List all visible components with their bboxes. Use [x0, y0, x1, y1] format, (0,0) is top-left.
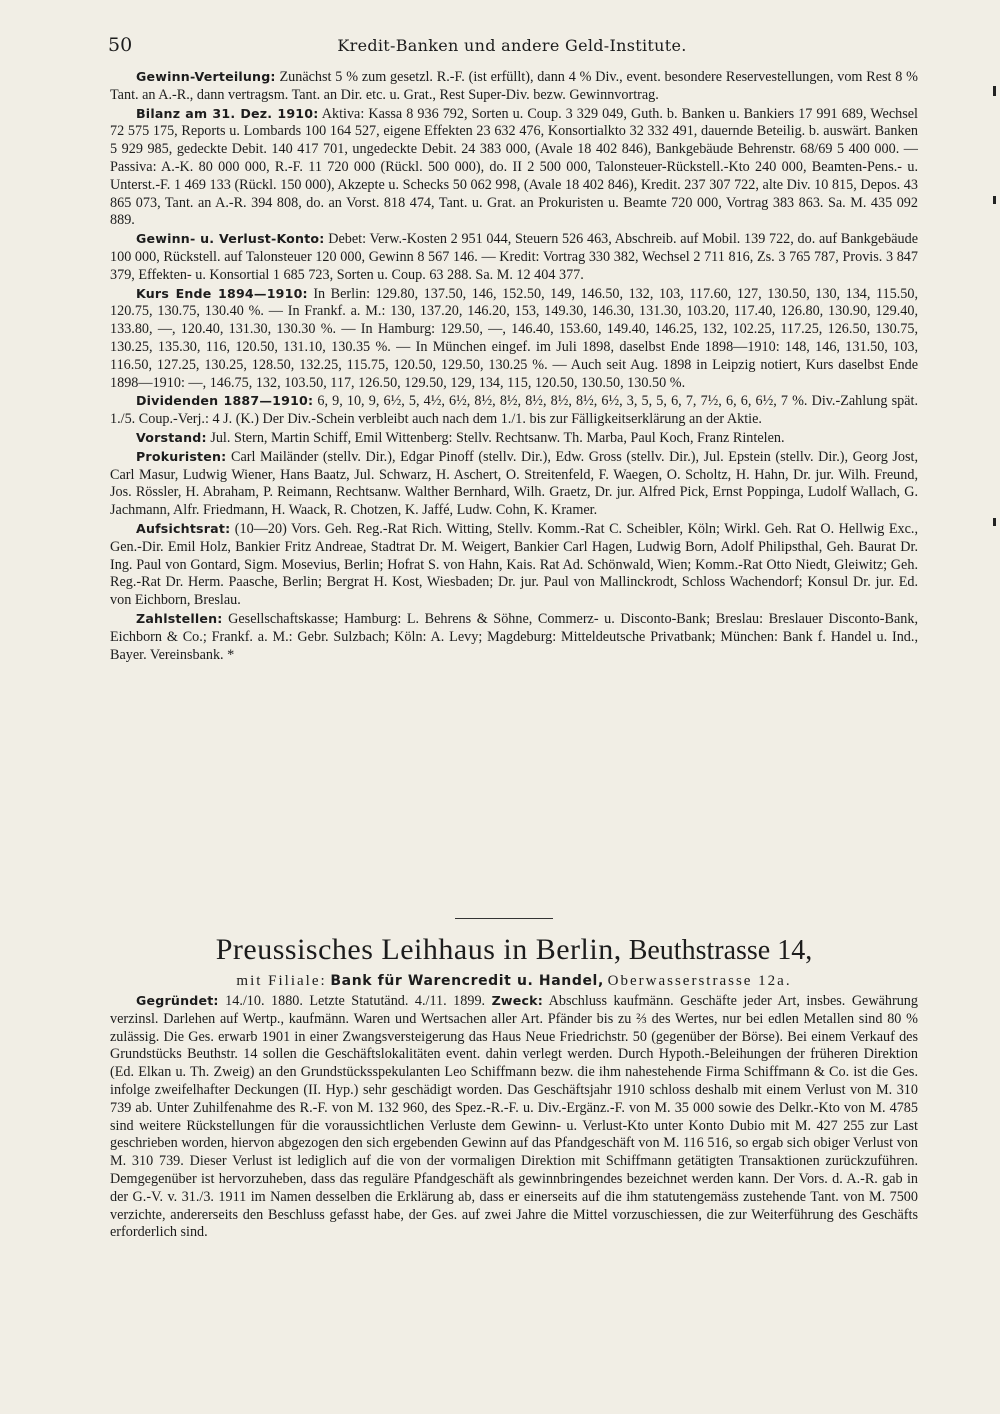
paragraph-text: Carl Mailänder (stellv. Dir.), Edgar Pinoff (stellv. Dir.), Edw. Gross (stellv. Dir.), Jul. Epstein (stellv. Dir.), Georg Jost, Carl Masur, Ludwig Wiener, Hans Baatz, Jul. Schwarz, H. Aschert, O. Streitenfeld, F. Waegen, O. Scholtz, H. Hahn, Dr. jur. Wilh. Freund, Jos. Rössler, H. Abraham, P. Reimann, Rechtsanw. Walther Bernhard, Wilh. Graetz, Dr. jur. Alfred Pick, Ernst Poppinga, Ludolf Wallach, G. Jachmann, Alfr. Friedmann, H. Waack, R. Chotzen, K. Jaffé, Ludw. Cohn, K. Kramer. [110, 448, 918, 519]
paragraph-text: In Berlin: 129.80, 137.50, 146, 152.50, 149, 146.50, 132, 103, 117.60, 127, 130.50, 130, 134, 115.50, 120.75, 130.75, 130.40 %. — In Frankf. a. M.: 130, 137.20, 146.20, 153, 149.30, 146.30, 131.30, 103.20, 117.40, 126.80, 130.90, 129.40, 133.80, —, 120.40, 131.30, 130.30 %. — In Hamburg: 129.50, —, 146.40, 153.60, 149.40, 146.25, 132, 102.25, 117.25, 126.50, 130.75, 130.25, 135.30, 116, 120.50, 131.10, 130.35 %. — In München eingef. im Juli 1898, daselbst Ende 1898—1910: 148, 146, 131.50, 103, 116.50, 127.25, 130.25, 128.50, 132.25, 115.75, 120.50, 129.50, 130.25 %. — Auch seit Aug. 1898 in Leipzig notiert, Kurs daselbst Ende 1898—1910: —, 146.75, 132, 103.50, 117, 126.50, 129.50, 129, 134, 115, 120.50, 130.50, 130.50 %. [110, 285, 919, 391]
bank-report-section [110, 68, 918, 664]
page-number: 50 [108, 34, 133, 56]
paragraph-label: Dividenden 1887—1910: [136, 393, 314, 409]
paragraph-zahlstellen [110, 610, 918, 664]
scan-edge-mark [993, 86, 996, 96]
paragraph-dividenden [110, 392, 918, 429]
running-title: Kredit-Banken und andere Geld-Institute. [337, 36, 687, 55]
paragraph-label: Vorstand: [136, 429, 207, 445]
paragraph-prokuristen [110, 448, 918, 520]
paragraph-label: Zweck: [491, 993, 543, 1008]
filiale-line [110, 972, 918, 990]
paragraph-label: Gewinn- u. Verlust-Konto: [136, 231, 325, 247]
paragraph-gegruendet-zweck [110, 992, 918, 1242]
paragraph-label: Aufsichtsrat: [136, 520, 231, 536]
paragraph-label: Gewinn-Verteilung: [136, 69, 276, 84]
paragraph-label: Kurs Ende 1894—1910: [136, 285, 308, 301]
paragraph-text: Debet: Verw.-Kosten 2 951 044, Steuern 526 463, Abschreib. auf Mobil. 139 722, do. auf Bankgebäude 100 000, Rückstell. auf Talonsteuer 120 000, Gewinn 8 567 146. — Kredit: Vortrag 330 382, Wechsel 2 711 816, Zs. 3 765 787, Provis. 3 847 379, Effekten- u. Konsortial 1 685 723, Sorten u. Coup. 63 288. Sa. M. 12 404 377. [110, 231, 918, 283]
paragraph-gewinn-verlust-konto [110, 230, 918, 284]
company-address: Beuthstrasse 14, [628, 935, 813, 966]
paragraph-kurs [110, 285, 918, 393]
filiale-prefix: mit Filiale: [236, 973, 327, 989]
filiale-address: Oberwasserstrasse 12a. [607, 973, 792, 989]
scan-edge-mark [993, 196, 996, 204]
paragraph-text: Abschluss kaufmänn. Geschäfte jeder Art, insbes. Gewährung verzinsl. Darlehen auf Wertp., kaufmänn. Waren und Wertsachen aller Art. Pfänder bis zu ⅔ des Wertes, nur bei edlen Metallen sind 80 % zulässig. Die Ges. erwarb 1901 in einer Zwangsversteigerung das Haus Neue Friedrichstr. 50 (gegenüber der Börse). Bei einem Verkauf des Grundstücks Beuthstr. 14 sollen die Geschäftslokalitäten event. dahin verlegt werden. Durch Hypoth.-Beleihungen der früheren Direktion (Ed. Elkan u. Th. Zweig) an den Grundstücksspekulanten Leo Schiffmann bezw. die ihm nahestehende Firma Schiffmann & Co. ist die Ges. infolge zweifelhafter Deckungen (II. Hyp.) sehr geschädigt worden. Das Geschäftsjahr 1910 schloss deshalb mit einem Verlust von M. 310 739 ab. Unter Zuhilfenahme des R.-F. von M. 132 960, des Spez.-R.-F. u. Div.-Ergänz.-F. von M. 35 000 sowie des Delkr.-Kto von M. 4785 sind weitere Rückstellungen für die voraussichtlichen Verluste dem Gewinn- u. Verlust-Kto unter Konto Dubio mit M. 427 255 zur Last geschrieben worden, hiervon abgezogen den sich ergebenden Gewinn auf das Pfandgeschäft von M. 116 516, so ergab sich obiger Verlust von M. 310 739. Dieser Verlust ist lediglich auf die von der vormaligen Direktion mit Schiffmann getätigten Transaktionen zurückzuführen. Demgegenüber ist hervorzuheben, dass das reguläre Pfandgeschäft als gewinnbringendes bezeichnet werden kann. Der Vors. d. A.-R. gab in der G.-V. v. 31./3. 1911 im Namen desselben die Erklärung ab, dass er einerseits auf die ihm statutengemäss zustehende Tant. von M. 7500 verzichte, andererseits den Beschluss gefasst habe, der Ges. auf zwei Jahre die Mittel vorzuschiessen, die zur Weiterführung des Geschäfts erforderlich sind. [110, 993, 918, 1241]
paragraph-label: Gegründet: [136, 993, 219, 1008]
paragraph-gewinn-verteilung [110, 68, 918, 105]
paragraph-label: Zahlstellen: [136, 610, 223, 626]
paragraph-text: (10—20) Vors. Geh. Reg.-Rat Rich. Witting, Stellv. Komm.-Rat C. Scheibler, Köln; Wirkl. Geh. Rat O. Hellwig Exc., Gen.-Dir. Emil Holz, Bankier Fritz Andreae, Stadtrat Dr. M. Weigert, Bankier Carl Hagen, Ludwig Born, Adolf Philipsthal, Geh. Baurat Dr. Ing. Paul von Gontard, Sigm. Mosevius, Berlin; Hofrat S. von Hahn, Kais. Rat Ad. Schönwald, Wien; Komm.-Rat Otto Niedt, Gleiwitz; Geh. Reg.-Rat Dr. Herm. Paasche, Berlin; Bergrat H. Kost, Wiesbaden; Dr. jur. Paul von Mallinckrodt, Schloss Wachendorf; Konsul Dr. jur. Ed. von Eichborn, Breslau. [110, 520, 919, 609]
section-divider [455, 918, 553, 919]
paragraph-text: 6, 9, 10, 9, 6½, 5, 4½, 6½, 8½, 8½, 8½, 8½, 8½, 6½, 3, 5, 5, 6, 7, 7½, 6, 6, 6½, 7 %. Div.-Zahlung spät. 1./5. Coup.-Verj.: 4 J. (K.) Der Div.-Schein verbleibt auch nach dem 1./1. bis zur Fälligkeitserklärung an der Aktie. [110, 393, 918, 428]
paragraph-text: Aktiva: Kassa 8 936 792, Sorten u. Coup. 3 329 049, Guth. b. Banken u. Bankiers 17 991 689, Wechsel 72 575 175, Reports u. Lombards 100 164 527, eigene Effekten 23 632 476, Konsortialkto 32 332 491, dauernde Beteilig. b. auswärt. Banken 5 929 985, gedeckte Debit. 140 417 701, ungedeckte Debit. 24 383 000, (Avale 18 402 846), Bankgebäude Behrenstr. 68/69 5 400 000. — Passiva: A.-K. 80 000 000, R.-F. 11 720 000 (Rückl. 500 000), do. II 2 500 000, Talonsteuer-Rückstell.-Kto 240 000, Beamten-Pens.- u. Unterst.-F. 1 469 133 (Rückl. 150 000), Akzepte u. Schecks 50 062 998, (Avale 18 402 846), Kredit. 237 307 722, alte Div. 10 815, Depos. 43 865 073, Tant. an A.-R. 394 808, do. an Vorst. 818 474, Tant. u. Grat. an Prokuristen u. Beamte 720 000, Vortrag 383 863. Sa. M. 435 092 889. [110, 105, 918, 229]
page-header [108, 34, 916, 60]
paragraph-bilanz [110, 105, 918, 231]
filiale-bank-name: Bank für Warencredit u. Handel, [330, 973, 604, 989]
paragraph-label: Bilanz am 31. Dez. 1910: [136, 105, 319, 121]
company-heading [110, 934, 918, 967]
paragraph-text: Zunächst 5 % zum gesetzl. R.-F. (ist erfüllt), dann 4 % Div., event. besondere Reservestellungen, vom Rest 8 % Tant. an A.-R., dann vertragsm. Tant. an Dir. etc. u. Grat., Rest Super-Div. bezw. Gewinnvortrag. [110, 69, 918, 103]
paragraph-label: Prokuristen: [136, 448, 227, 464]
company-name: Preussisches Leihhaus in Berlin, [215, 933, 622, 966]
paragraph-text: Jul. Stern, Martin Schiff, Emil Wittenberg: Stellv. Rechtsanw. Th. Marba, Paul Koch, Franz Rintelen. [210, 429, 785, 446]
scan-edge-mark [993, 518, 996, 526]
paragraph-vorstand [110, 429, 918, 448]
paragraph-aufsichtsrat [110, 520, 918, 610]
paragraph-text: 14./10. 1880. Letzte Statutänd. 4./11. 1899. [225, 993, 486, 1009]
paragraph-text: Gesellschaftskasse; Hamburg: L. Behrens & Söhne, Commerz- u. Disconto-Bank; Breslau: Breslauer Disconto-Bank, Eichborn & Co.; Frankf. a. M.: Gebr. Sulzbach; Köln: A. Levy; Magdeburg: Mitteldeutsche Privatbank; München: Bank f. Handel u. Ind., Bayer. Vereinsbank. * [110, 610, 918, 663]
leihhaus-section [110, 992, 918, 1242]
